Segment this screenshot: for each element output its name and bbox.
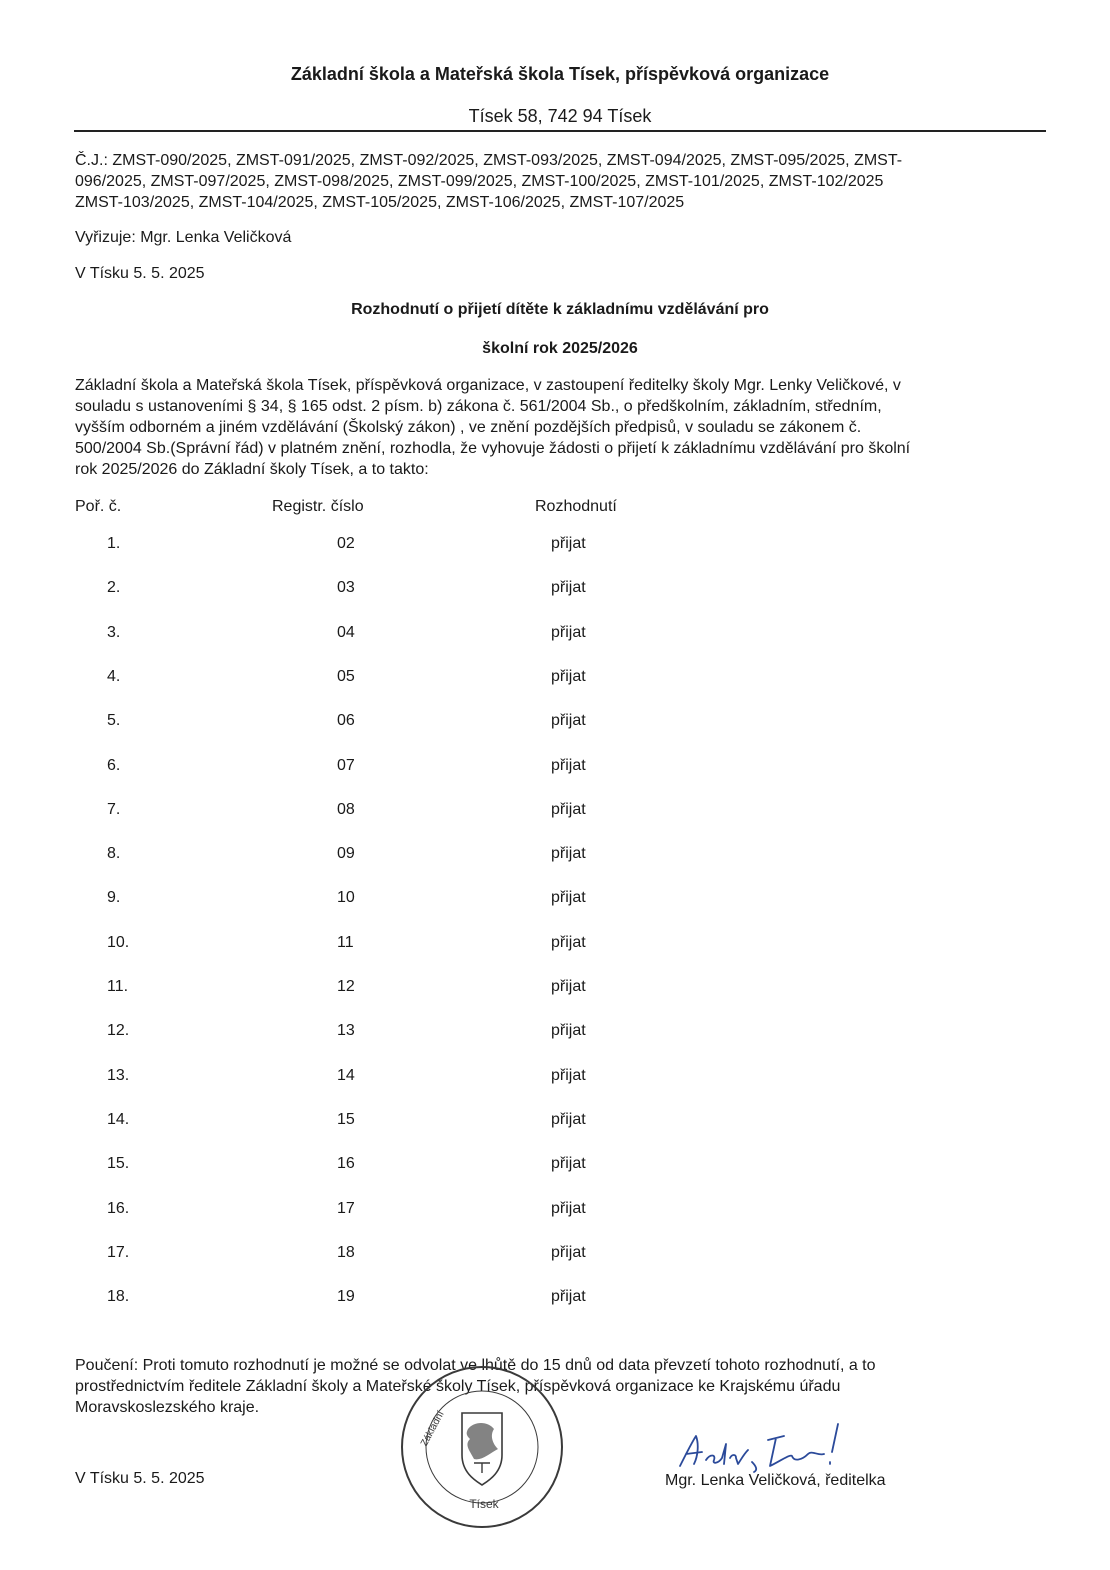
table-row: [0, 1288, 800, 1318]
stamp-place: Tísek: [469, 1497, 499, 1511]
table-row: [0, 889, 800, 919]
table-row: [0, 978, 800, 1008]
handwritten-signature: [672, 1414, 862, 1474]
table-row: [0, 668, 800, 698]
row-decision: přijat: [551, 845, 586, 863]
row-decision: přijat: [551, 535, 586, 552]
row-order-number: 3.: [107, 623, 121, 641]
signer-name: Mgr. Lenka Veličková, ředitelka: [665, 1472, 886, 1489]
row-order-number: 17.: [107, 1243, 130, 1261]
instruction-line: Moravskoslezského kraje.: [75, 1399, 260, 1416]
row-order-number: 6.: [107, 756, 121, 774]
row-decision: přijat: [551, 756, 586, 774]
body-line: 500/2004 Sb.(Správní řád) v platném znění, rozhodla, že vyhovuje žádosti o přijetí k základnímu vzdělávání pro školní: [75, 440, 911, 457]
table-row: [0, 1067, 800, 1097]
row-registration-number: 18: [337, 1243, 355, 1261]
reference-line: Č.J.: ZMST-090/2025, ZMST-091/2025, ZMST-092/2025, ZMST-093/2025, ZMST-094/2025, ZMST-095/2025, ZMST-: [75, 152, 903, 169]
row-decision: přijat: [551, 1155, 586, 1173]
row-decision: přijat: [551, 712, 586, 730]
table-row: [0, 712, 800, 742]
reference-numbers: [75, 150, 1050, 213]
table-row: [0, 757, 800, 787]
body-line: Základní škola a Mateřská škola Tísek, příspěvková organizace, v zastoupení ředitelky školy Mgr. Lenky Veličkové, v: [75, 377, 901, 394]
row-order-number: 2.: [107, 579, 121, 597]
table-row: [0, 1200, 800, 1230]
row-order-number: 15.: [107, 1155, 130, 1173]
row-decision: přijat: [551, 667, 586, 685]
date-top: V Tísku 5. 5. 2025: [75, 265, 205, 282]
row-order-number: 7.: [107, 800, 121, 818]
row-decision: přijat: [551, 889, 586, 907]
row-registration-number: 14: [337, 1066, 355, 1084]
decision-school-year: školní rok 2025/2026: [482, 340, 638, 357]
school-address: Tísek 58, 742 94 Tísek: [468, 106, 652, 126]
handled-by: Vyřizuje: Mgr. Lenka Veličková: [75, 229, 292, 246]
decision-body: [75, 375, 1050, 480]
row-registration-number: 19: [337, 1288, 355, 1306]
body-line: vyšším odborném a jiném vzdělávání (Školský zákon) , ve znění pozdějších předpisů, v souladu se zákonem č.: [75, 419, 862, 436]
row-registration-number: 11: [337, 933, 354, 951]
table-row: [0, 801, 800, 831]
table-row: [0, 1022, 800, 1052]
row-decision: přijat: [551, 933, 586, 951]
row-registration-number: 05: [337, 667, 355, 685]
row-decision: přijat: [551, 1022, 586, 1040]
header-registration-number: Registr. číslo: [272, 498, 364, 515]
row-decision: přijat: [551, 1110, 586, 1128]
reference-line: 096/2025, ZMST-097/2025, ZMST-098/2025, ZMST-099/2025, ZMST-100/2025, ZMST-101/2025, ZMST-102/2025: [75, 173, 884, 190]
table-row: [0, 934, 800, 964]
row-order-number: 9.: [107, 889, 121, 907]
header-divider: [74, 130, 1046, 132]
header-order-number: Poř. č.: [75, 498, 122, 515]
row-registration-number: 12: [337, 978, 355, 995]
row-order-number: 13.: [107, 1066, 130, 1084]
row-order-number: 11.: [107, 978, 129, 995]
table-row: [0, 579, 800, 609]
row-order-number: 1.: [107, 535, 121, 552]
row-registration-number: 04: [337, 623, 355, 641]
table-row: [0, 1155, 800, 1185]
table-row: [0, 845, 800, 875]
row-registration-number: 03: [337, 579, 355, 597]
school-name: Základní škola a Mateřská škola Tísek, příspěvková organizace: [290, 64, 830, 84]
instruction-line: Poučení: Proti tomuto rozhodnutí je možné se odvolat ve lhůtě do 15 dnů od data převzetí tohoto rozhodnutí, a to: [75, 1357, 876, 1374]
row-order-number: 4.: [107, 667, 121, 685]
row-registration-number: 09: [337, 845, 355, 863]
row-registration-number: 17: [337, 1199, 355, 1217]
table-row: [0, 624, 800, 654]
row-order-number: 5.: [107, 712, 121, 730]
table-row: [0, 1244, 800, 1274]
body-line: rok 2025/2026 do Základní školy Tísek, a to takto:: [75, 461, 429, 478]
school-stamp: [398, 1363, 566, 1531]
row-order-number: 8.: [107, 845, 121, 863]
body-line: souladu s ustanoveními § 34, § 165 odst. 2 písm. b) zákona č. 561/2004 Sb., o předškolním, základním, středním,: [75, 398, 882, 415]
row-decision: přijat: [551, 1199, 586, 1217]
row-order-number: 12.: [107, 1022, 130, 1040]
table-row: [0, 1111, 800, 1141]
row-order-number: 18.: [107, 1288, 130, 1306]
row-registration-number: 13: [337, 1022, 355, 1040]
row-decision: přijat: [551, 1243, 586, 1261]
row-order-number: 16.: [107, 1199, 130, 1217]
row-registration-number: 06: [337, 712, 355, 730]
date-bottom: V Tísku 5. 5. 2025: [75, 1470, 205, 1487]
row-registration-number: 10: [337, 889, 355, 907]
decision-title: Rozhodnutí o přijetí dítěte k základnímu vzdělávání pro: [351, 301, 769, 318]
header-decision: Rozhodnutí: [535, 498, 617, 515]
row-order-number: 10.: [107, 933, 130, 951]
row-decision: přijat: [551, 978, 586, 995]
row-registration-number: 16: [337, 1155, 355, 1173]
row-registration-number: 15: [337, 1110, 355, 1128]
table-row: [0, 535, 800, 565]
row-decision: přijat: [551, 623, 586, 641]
reference-line: ZMST-103/2025, ZMST-104/2025, ZMST-105/2025, ZMST-106/2025, ZMST-107/2025: [75, 194, 685, 211]
row-decision: přijat: [551, 800, 586, 818]
row-decision: přijat: [551, 1288, 586, 1306]
row-registration-number: 02: [337, 535, 355, 552]
row-decision: přijat: [551, 579, 586, 597]
row-order-number: 14.: [107, 1110, 130, 1128]
row-registration-number: 07: [337, 756, 355, 774]
svg-text:Základní: Základní: [418, 1409, 447, 1449]
row-registration-number: 08: [337, 800, 355, 818]
row-decision: přijat: [551, 1066, 586, 1084]
instruction-line: prostřednictvím ředitele Základní školy a Mateřské školy Tísek, příspěvková organizace ke Krajskému úřadu: [75, 1378, 841, 1395]
